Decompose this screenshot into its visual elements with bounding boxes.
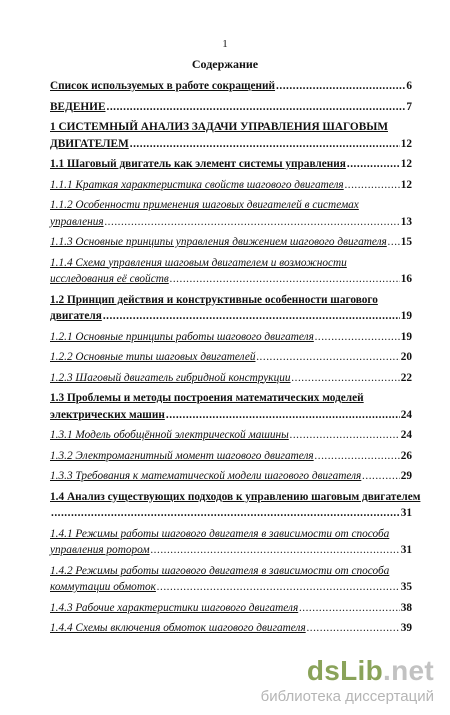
toc-page-number: 24: [400, 408, 412, 421]
toc-entry-text: 1.2.1 Основные принципы работы шагового двигателя: [50, 330, 314, 343]
toc-entry-text: 1.4.3 Рабочие характеристики шагового двигателя: [50, 601, 299, 614]
toc-entry-text: 1.2.3 Шаговый двигатель гибридной конструкции: [50, 371, 291, 384]
toc-entry[interactable]: [50, 427, 412, 444]
toc-entry[interactable]: [50, 156, 412, 173]
toc-page-number: 12: [400, 158, 412, 170]
toc-entry-text: коммутации обмоток: [50, 581, 156, 593]
toc-entry[interactable]: [50, 390, 412, 423]
toc-entry[interactable]: [50, 78, 412, 95]
toc-entry-text: 1.4.2 Режимы работы шагового двигателя в зависимости от способа: [50, 564, 390, 577]
leader-dots: [276, 78, 405, 95]
watermark-logo: dsLib.net: [306, 655, 434, 686]
leader-dots: [256, 349, 399, 366]
table-of-contents: [50, 78, 421, 637]
toc-entry[interactable]: [50, 468, 412, 485]
toc-entry-text: управления ротором: [50, 544, 150, 556]
toc-entry-text: 1.1.1 Краткая характеристика свойств шагового двигателя: [50, 178, 344, 191]
page-title: Содержание: [191, 57, 259, 71]
toc-entry[interactable]: [50, 526, 412, 559]
toc-page-number: 31: [400, 544, 412, 556]
toc-entry[interactable]: [50, 99, 412, 116]
leader-dots: [315, 448, 400, 465]
toc-page-number: 39: [400, 622, 412, 634]
leader-dots: [51, 505, 400, 522]
toc-entry-text: 1.3 Проблемы и методы построения математических моделей: [50, 392, 364, 404]
toc-page-number: 19: [400, 310, 412, 322]
toc-page-number: 6: [406, 80, 412, 92]
toc-page-number: 24: [400, 429, 412, 441]
toc-entry-text: 1.3.2 Электромагнитный момент шагового двигателя: [50, 449, 314, 462]
toc-entry-text: 1.1.3 Основные принципы управления движением шагового двигателя: [50, 236, 387, 248]
toc-page-number: 7: [406, 100, 412, 113]
toc-page-number: 13: [400, 215, 412, 228]
toc-entry[interactable]: [50, 177, 412, 194]
leader-dots: [347, 156, 400, 173]
toc-entry-text: ВЕДЕНИЕ: [50, 100, 106, 113]
toc-entry-text: 1.4.1 Режимы работы шагового двигателя в зависимости от способа: [50, 527, 390, 540]
toc-page-number: 19: [400, 330, 412, 343]
toc-entry[interactable]: [50, 255, 412, 288]
leader-dots: [290, 427, 400, 444]
toc-entry-text: 1.1.4 Схема управления шаговым двигателем и возможности: [50, 256, 347, 269]
leader-dots: [103, 308, 400, 325]
toc-entry[interactable]: [50, 448, 412, 465]
toc-entry[interactable]: [50, 563, 412, 596]
leader-dots: [170, 271, 400, 288]
toc-entry-text: электрических машин: [50, 408, 165, 421]
toc-entry-text: 1.1 Шаговый двигатель как элемент системы управления: [50, 158, 346, 170]
toc-page-number: 38: [400, 601, 412, 614]
toc-entry[interactable]: [50, 349, 412, 366]
toc-entry[interactable]: [50, 600, 412, 617]
leader-dots: [292, 370, 400, 387]
toc-entry-text: 1.2 Принцип действия и конструктивные особенности шагового: [50, 293, 378, 306]
page-number: 1: [222, 38, 228, 50]
toc-entry[interactable]: [50, 292, 412, 325]
leader-dots: [388, 234, 400, 251]
toc-page-number: 12: [400, 137, 412, 150]
toc-entry-text: 1.2.2 Основные типы шаговых двигателей: [50, 351, 256, 363]
toc-entry[interactable]: [50, 370, 412, 387]
toc-page-number: 22: [400, 371, 412, 384]
toc-entry-text: 1.3.3 Требования к математической модели шагового двигателя: [50, 470, 362, 482]
toc-entry[interactable]: [50, 234, 412, 251]
toc-page-number: 16: [400, 273, 412, 285]
toc-page-number: 31: [400, 507, 412, 519]
leader-dots: [105, 214, 400, 231]
leader-dots: [345, 177, 400, 194]
leader-dots: [307, 620, 400, 637]
leader-dots: [130, 136, 400, 153]
leader-dots: [151, 542, 400, 559]
leader-dots: [299, 600, 400, 617]
leader-dots: [157, 579, 400, 596]
toc-entry-text: Список используемых в работе сокращений: [50, 80, 276, 92]
toc-entry-text: 1.4 Анализ существующих подходов к управлению шаговым двигателем: [50, 490, 421, 503]
toc-page-number: 20: [400, 351, 412, 363]
toc-entry[interactable]: [50, 197, 412, 230]
toc-entry-text: 1.4.4 Схемы включения обмоток шагового двигателя: [50, 622, 306, 634]
watermark: [261, 657, 434, 705]
toc-entry[interactable]: [50, 119, 412, 152]
toc-entry[interactable]: [50, 489, 421, 522]
toc-entry[interactable]: [50, 329, 412, 346]
leader-dots: [107, 99, 406, 116]
toc-page-number: 29: [400, 470, 412, 482]
watermark-subtitle: библиотека диссертаций: [260, 688, 434, 705]
leader-dots: [166, 407, 400, 424]
toc-entry-text: исследования её свойств: [50, 273, 169, 285]
toc-entry-text: 1 СИСТЕМНЫЙ АНАЛИЗ ЗАДАЧИ УПРАВЛЕНИЯ ШАГОВЫМ: [50, 121, 388, 133]
toc-page-number: 12: [400, 178, 412, 191]
leader-dots: [362, 468, 399, 485]
toc-entry-text: 1.3.1 Модель обобщённой электрической машины: [50, 429, 289, 441]
toc-page-number: 15: [400, 236, 412, 248]
leader-dots: [315, 329, 400, 346]
toc-entry-text: ДВИГАТЕЛЕМ: [50, 137, 129, 150]
toc-page-number: 35: [400, 581, 412, 593]
toc-entry-text: управления: [50, 215, 104, 228]
toc-page-number: 26: [400, 449, 412, 462]
toc-entry[interactable]: [50, 620, 412, 637]
toc-entry-text: двигателя: [50, 310, 102, 322]
toc-entry-text: 1.1.2 Особенности применения шаговых двигателей в системах: [50, 199, 359, 211]
